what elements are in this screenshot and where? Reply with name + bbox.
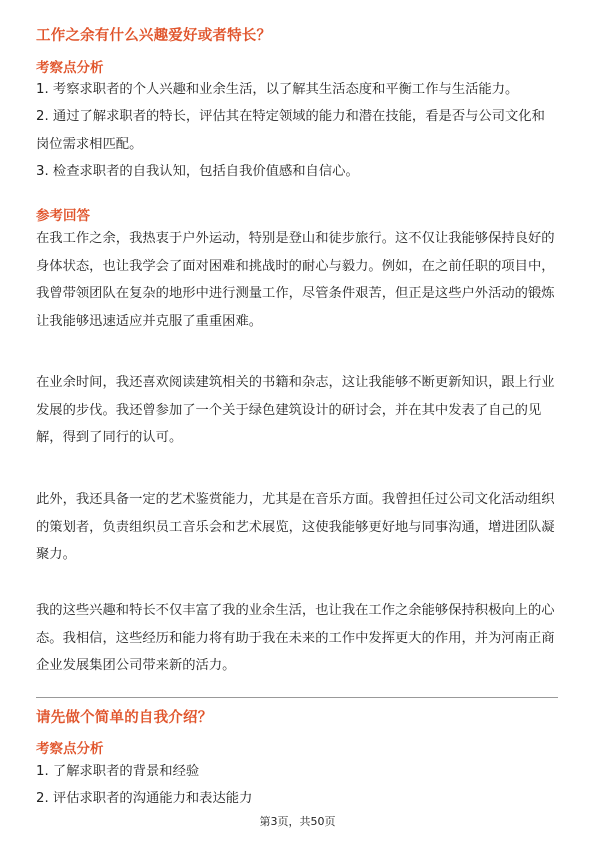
answer-paragraph-4: 我的这些兴趣和特长不仅丰富了我的业余生活，也让我在工作之余能够保持积极向上的心态。我相信，这些经历和能力将有助于我在未来的工作中发挥更大的作用，并为河南正商企业发展集团公司带来新的活力。 — [36, 603, 555, 673]
analysis-heading: 考察点分析 — [36, 60, 104, 76]
analysis-item-2: 2. 通过了解求职者的特长，评估其在特定领域的能力和潜在技能，看是否与公司文化和岗位需求相匹配。 — [36, 109, 545, 152]
analysis-item-2-2: 2. 评估求职者的沟通能力和表达能力 — [36, 791, 253, 806]
analysis-heading-2: 考察点分析 — [36, 741, 104, 757]
analysis-item-1: 1. 考察求职者的个人兴趣和业余生活，以了解其生活态度和平衡工作与生活能力。 — [36, 82, 519, 97]
answer-paragraph-1: 在我工作之余，我热衷于户外运动，特别是登山和徒步旅行。这不仅让我能够保持良好的身体状态，也让我学会了面对困难和挑战时的耐心与毅力。例如，在之前任职的项目中，我曾带领团队在复杂的地形中进行测量工作，尽管条件艰苦，但正是这些户外活动的锻炼让我能够迅速适应并克服了重重困难。 — [36, 231, 555, 329]
analysis-item-2-1: 1. 了解求职者的背景和经验 — [36, 764, 200, 779]
question-title: 工作之余有什么兴趣爱好或者特长？ — [36, 28, 272, 44]
answer-heading: 参考回答 — [36, 208, 90, 224]
page-number: 第3页，共50页 — [259, 815, 336, 828]
answer-paragraph-2: 在业余时间，我还喜欢阅读建筑相关的书籍和杂志，这让我能够不断更新知识，跟上行业发展的步伐。我还曾参加了一个关于绿色建筑设计的研讨会，并在其中发表了自己的见解，得到了同行的认可。 — [36, 375, 555, 445]
answer-paragraph-3: 此外，我还具备一定的艺术鉴赏能力，尤其是在音乐方面。我曾担任过公司文化活动组织的策划者，负责组织员工音乐会和艺术展览，这使我能够更好地与同事沟通，增进团队凝聚力。 — [36, 492, 555, 562]
analysis-item-3: 3. 检查求职者的自我认知，包括自我价值感和自信心。 — [36, 164, 359, 179]
question-title-2: 请先做个简单的自我介绍？ — [36, 710, 213, 726]
section-divider — [36, 697, 558, 698]
